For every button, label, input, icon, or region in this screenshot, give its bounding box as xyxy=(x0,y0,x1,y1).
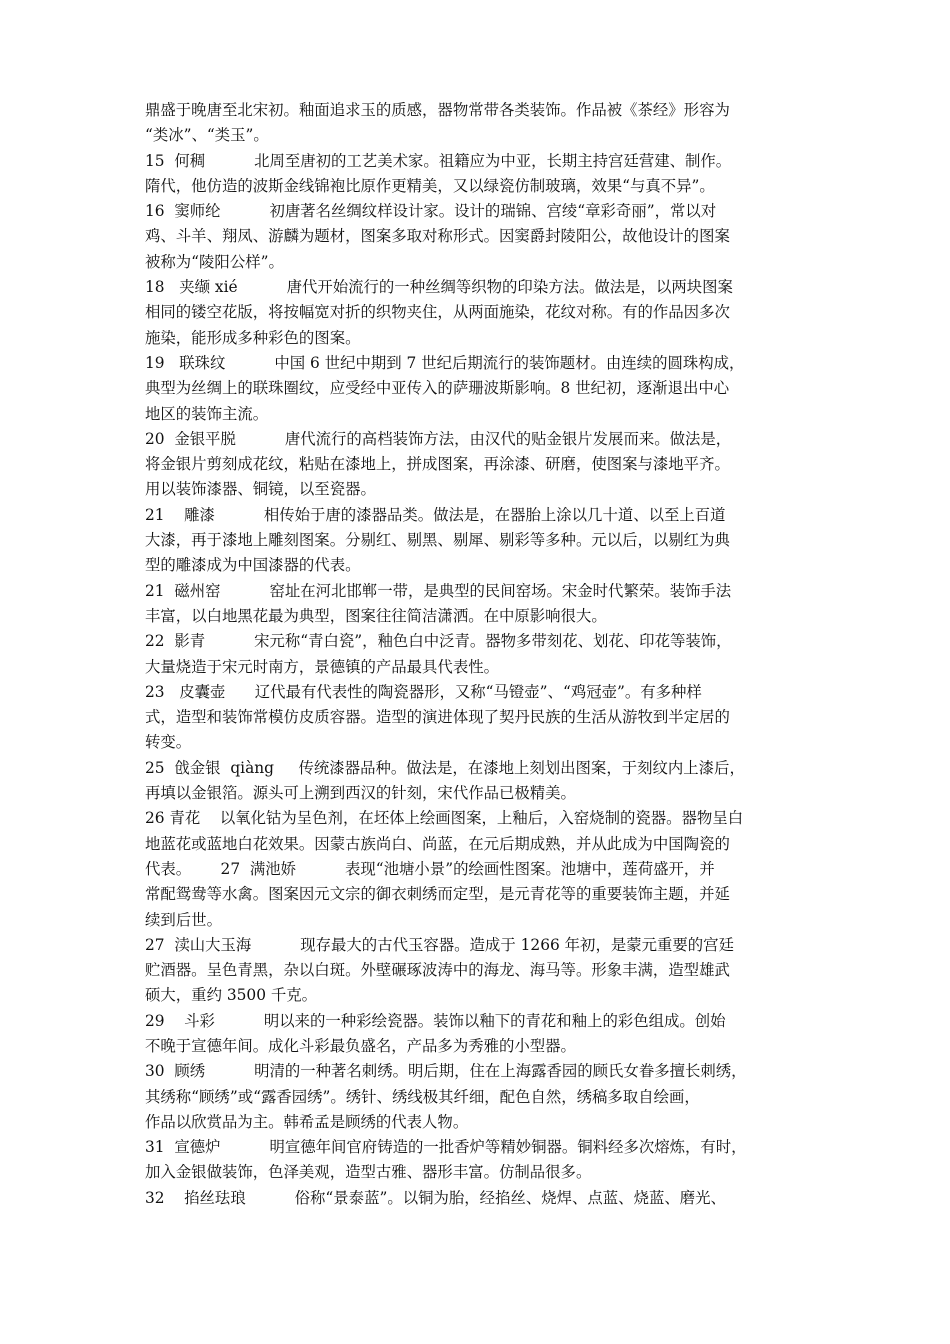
text-line: 20 金银平脱 唐代流行的高档装饰方法，由汉代的贴金银片发展而来。做法是， xyxy=(145,429,732,448)
text-line: 大漆，再于漆地上雕刻图案。分剔红、剔黑、剔犀、剔彩等多种。元以后，以剔红为典 xyxy=(145,531,730,550)
text-line: 29 斗彩 明以来的一种彩绘瓷器。装饰以釉下的青花和釉上的彩色组成。创始 xyxy=(145,1011,726,1030)
text-line: 式，造型和装饰常模仿皮质容器。造型的演进体现了契丹民族的生活从游牧到半定居的 xyxy=(145,708,730,727)
text-line: 21 雕漆 相传始于唐的漆器品类。做法是，在器胎上涂以几十道、以至上百道 xyxy=(145,505,726,524)
text-line: 21 磁州窑 窑址在河北邯郸一带，是典型的民间窑场。宋金时代繁荣。装饰手法 xyxy=(145,581,732,600)
text-line: 作品以欣赏品为主。韩希孟是顾绣的代表人物。 xyxy=(145,1112,469,1131)
text-line: 续到后世。 xyxy=(145,910,222,929)
text-line: 转变。 xyxy=(145,733,192,752)
text-line: 硕大，重约 3500 千克。 xyxy=(145,986,318,1005)
text-line: “类冰”、“类玉”。 xyxy=(145,126,269,145)
text-line: 相同的镂空花版，将按幅宽对折的织物夹住，从两面施染，花纹对称。有的作品因多次 xyxy=(145,303,730,322)
text-line: 地区的装饰主流。 xyxy=(145,404,269,423)
text-line: 隋代，他仿造的波斯金线锦袍比原作更精美，又以绿瓷仿制玻璃，效果“与真不异”。 xyxy=(145,176,715,195)
text-line: 31 宣德炉 明宣德年间官府铸造的一批香炉等精妙铜器。铜料经多次熔炼，有时， xyxy=(145,1138,747,1157)
text-line: 26 青花 以氧化钴为呈色剂，在坯体上绘画图案，上釉后，入窑烧制的瓷器。器物呈白 xyxy=(145,809,744,828)
text-line: 19 联珠纹 中国 6 世纪中期到 7 世纪后期流行的装饰题材。由连续的圆珠构成， xyxy=(145,353,745,372)
text-line: 23 皮囊壶 辽代最有代表性的陶瓷器形，又称“马镫壶”、“鸡冠壶”。有多种样 xyxy=(145,682,702,701)
text-line: 大量烧造于宋元时南方，景德镇的产品最具代表性。 xyxy=(145,657,499,676)
text-line: 常配鸳鸯等水禽。图案因元文宗的御衣刺绣而定型，是元青花等的重要装饰主题，并延 xyxy=(145,885,730,904)
text-line: 被称为“陵阳公样”。 xyxy=(145,252,284,271)
text-line: 27 渎山大玉海 现存最大的古代玉容器。造成于 1266 年初，是蒙元重要的宫廷 xyxy=(145,935,734,954)
text-line: 代表。 27 满池娇 表现“池塘小景”的绘画性图案。池塘中，莲荷盛开，并 xyxy=(145,859,715,878)
text-line: 加入金银做装饰，色泽美观，造型古雅、器形丰富。仿制品很多。 xyxy=(145,1163,592,1182)
text-line: 鸡、斗羊、翔凤、游麟为题材，图案多取对称形式。因窦爵封陵阳公，故他设计的图案 xyxy=(145,227,730,246)
text-line: 典型为丝绸上的联珠圈纹，应受经中亚传入的萨珊波斯影响。8 世纪初，逐渐退出中心 xyxy=(145,379,730,398)
text-line: 再填以金银箔。源头可上溯到西汉的针刻，宋代作品已极精美。 xyxy=(145,784,576,803)
text-line: 用以装饰漆器、铜镜，以至瓷器。 xyxy=(145,480,376,499)
text-line: 将金银片剪刻成花纹，粘贴在漆地上，拼成图案，再涂漆、研磨，使图案与漆地平齐。 xyxy=(145,455,730,474)
text-line: 型的雕漆成为中国漆器的代表。 xyxy=(145,556,361,575)
text-line: 25 戗金银 qiàng 传统漆器品种。做法是，在漆地上刻划出图案，于刻纹内上漆后， xyxy=(145,758,745,777)
text-line: 地蓝花或蓝地白花效果。因蒙古族尚白、尚蓝，在元后期成熟，并从此成为中国陶瓷的 xyxy=(145,834,730,853)
text-line: 22 影青 宋元称“青白瓷”，釉色白中泛青。器物多带刻花、划花、印花等装饰， xyxy=(145,632,732,651)
text-line: 16 窦师纶 初唐著名丝绸纹样设计家。设计的瑞锦、宫绫“章彩奇丽”，常以对 xyxy=(145,202,717,221)
text-line: 其绣称“顾绣”或“露香园绣”。绣针、绣线极其纤细，配色自然，绣稿多取自绘画， xyxy=(145,1087,700,1106)
document-page xyxy=(145,98,813,1211)
text-line: 15 何稠 北周至唐初的工艺美术家。祖籍应为中亚，长期主持宫廷营建、制作。 xyxy=(145,151,732,170)
text-line: 丰富，以白地黑花最为典型，图案往往简洁潇洒。在中原影响很大。 xyxy=(145,606,607,625)
text-line: 30 顾绣 明清的一种著名刺绣。明后期，住在上海露香园的顾氏女眷多擅长刺绣， xyxy=(145,1062,747,1081)
text-line: 不晚于宣德年间。成化斗彩最负盛名，产品多为秀雅的小型器。 xyxy=(145,1036,576,1055)
text-line: 施染，能形成多种彩色的图案。 xyxy=(145,328,361,347)
text-line: 32 掐丝珐琅 俗称“景泰蓝”。以铜为胎，经掐丝、烧焊、点蓝、烧蓝、磨光、 xyxy=(145,1188,726,1207)
text-line: 18 夹缬 xié 唐代开始流行的一种丝绸等织物的印染方法。做法是，以两块图案 xyxy=(145,278,733,297)
text-line: 鼎盛于晚唐至北宋初。釉面追求玉的质感，器物常带各类装饰。作品被《茶经》形容为 xyxy=(145,101,730,119)
text-line: 贮酒器。呈色青黑，杂以白斑。外壁碾琢波涛中的海龙、海马等。形象丰满，造型雄武 xyxy=(145,961,730,980)
